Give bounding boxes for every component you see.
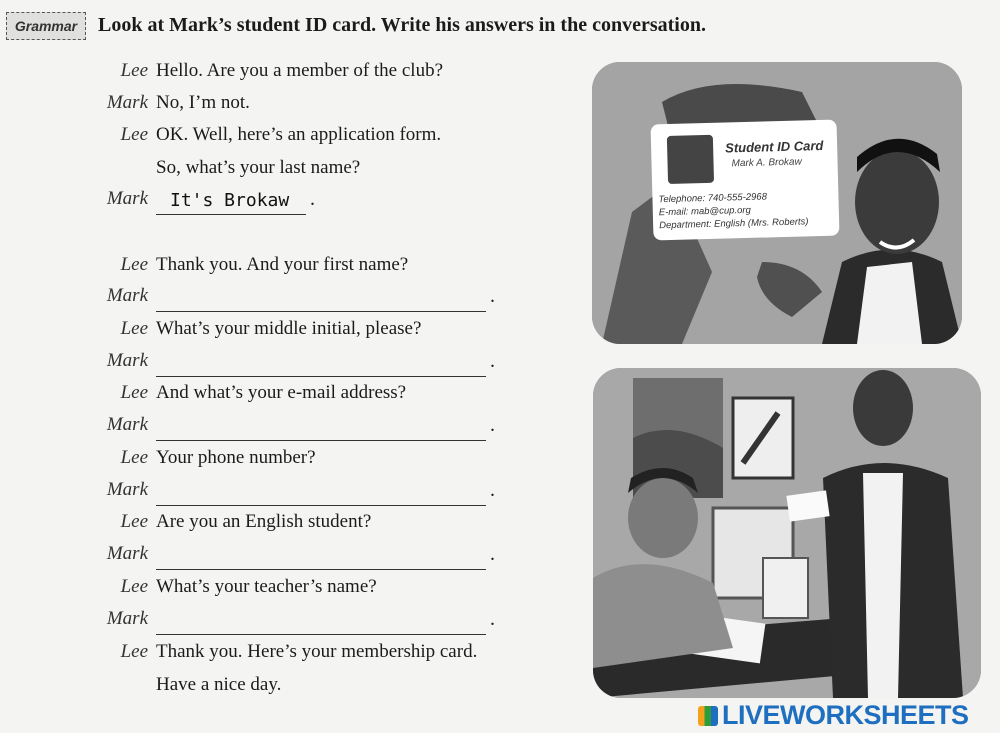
speaker-label: Lee	[120, 447, 148, 468]
id-card-telephone: Telephone: 740-555-2968	[658, 191, 768, 206]
answer-field[interactable]	[156, 354, 486, 377]
answer-field[interactable]	[156, 192, 306, 215]
answer-line	[0, 188, 560, 218]
dialogue-text: And what’s your e-mail address?	[156, 382, 407, 403]
id-card-illustration	[592, 62, 962, 344]
dialogue-line	[0, 60, 560, 90]
speaker-label: Lee	[120, 318, 148, 339]
instruction-title: Look at Mark’s student ID card. Write his answers in the conversation.	[98, 14, 706, 36]
dialogue-text: Your phone number?	[156, 447, 316, 468]
dialogue-line	[0, 92, 560, 122]
id-card-title: Student ID Card	[724, 137, 824, 156]
dialogue-text: No, I’m not.	[156, 92, 250, 113]
club-desk-scene-graphic	[593, 368, 981, 698]
id-card-name: Mark A. Brokaw	[731, 156, 802, 170]
answer-field[interactable]	[156, 418, 486, 441]
id-card-email: E-mail: mab@cup.org	[658, 204, 751, 219]
dialogue-text: Thank you. And your first name?	[156, 254, 409, 275]
liveworksheets-logo-icon	[698, 706, 718, 726]
answer-field[interactable]	[156, 483, 486, 506]
answer-line	[0, 479, 560, 509]
student-id-card	[651, 120, 840, 241]
dialogue-text: Have a nice day.	[156, 674, 282, 695]
dialogue-text: Thank you. Here’s your membership card.	[156, 641, 478, 662]
dialogue-text: What’s your teacher’s name?	[156, 576, 377, 597]
answer-line	[0, 285, 560, 315]
dialogue-text: Hello. Are you a member of the club?	[156, 60, 444, 81]
period-mark: .	[490, 285, 495, 307]
dialogue-line	[0, 382, 560, 412]
period-mark: .	[310, 188, 315, 210]
answer-line	[0, 414, 560, 444]
dialogue-line	[0, 674, 560, 704]
answer-line	[0, 350, 560, 380]
answer-field[interactable]	[156, 547, 486, 570]
dialogue-line	[0, 641, 560, 671]
speaker-label: Lee	[120, 641, 148, 662]
dialogue-line	[0, 318, 560, 348]
dialogue-text: OK. Well, here’s an application form.	[156, 124, 442, 145]
dialogue-line	[0, 447, 560, 477]
speaker-label: Mark	[106, 608, 148, 629]
period-mark: .	[490, 543, 495, 565]
period-mark: .	[490, 608, 495, 630]
dialogue-line	[0, 576, 560, 606]
speaker-label: Lee	[120, 254, 148, 275]
speaker-label: Lee	[120, 382, 148, 403]
dialogue-line	[0, 157, 560, 187]
speaker-label: Mark	[106, 543, 148, 564]
answer-line	[0, 543, 560, 573]
speaker-label: Lee	[120, 124, 148, 145]
period-mark: .	[490, 479, 495, 501]
answer-field[interactable]	[156, 612, 486, 635]
speaker-label: Lee	[120, 60, 148, 81]
dialogue-text: Are you an English student?	[156, 511, 372, 532]
dialogue-text: What’s your middle initial, please?	[156, 318, 422, 339]
speaker-label: Mark	[106, 414, 148, 435]
club-desk-illustration	[593, 368, 981, 698]
answer-text: It's Brokaw	[170, 190, 290, 211]
speaker-label: Lee	[120, 576, 148, 597]
speaker-label: Lee	[120, 511, 148, 532]
dialogue-line	[0, 254, 560, 284]
dialogue-line	[0, 124, 560, 154]
id-card-department: Department: English (Mrs. Roberts)	[659, 216, 809, 232]
watermark-text: LIVEWORKSHEETS	[722, 700, 969, 730]
dialogue-line	[0, 511, 560, 541]
speaker-label: Mark	[106, 285, 148, 306]
period-mark: .	[490, 414, 495, 436]
grammar-tag: Grammar	[6, 12, 86, 40]
answer-line	[0, 608, 560, 638]
speaker-label: Mark	[106, 188, 148, 209]
answer-field[interactable]	[156, 289, 486, 312]
id-photo	[667, 135, 714, 184]
period-mark: .	[490, 350, 495, 372]
speaker-label: Mark	[106, 479, 148, 500]
liveworksheets-watermark	[698, 700, 969, 728]
dialogue-text: So, what’s your last name?	[156, 157, 361, 178]
speaker-label: Mark	[106, 350, 148, 371]
speaker-label: Mark	[106, 92, 148, 113]
